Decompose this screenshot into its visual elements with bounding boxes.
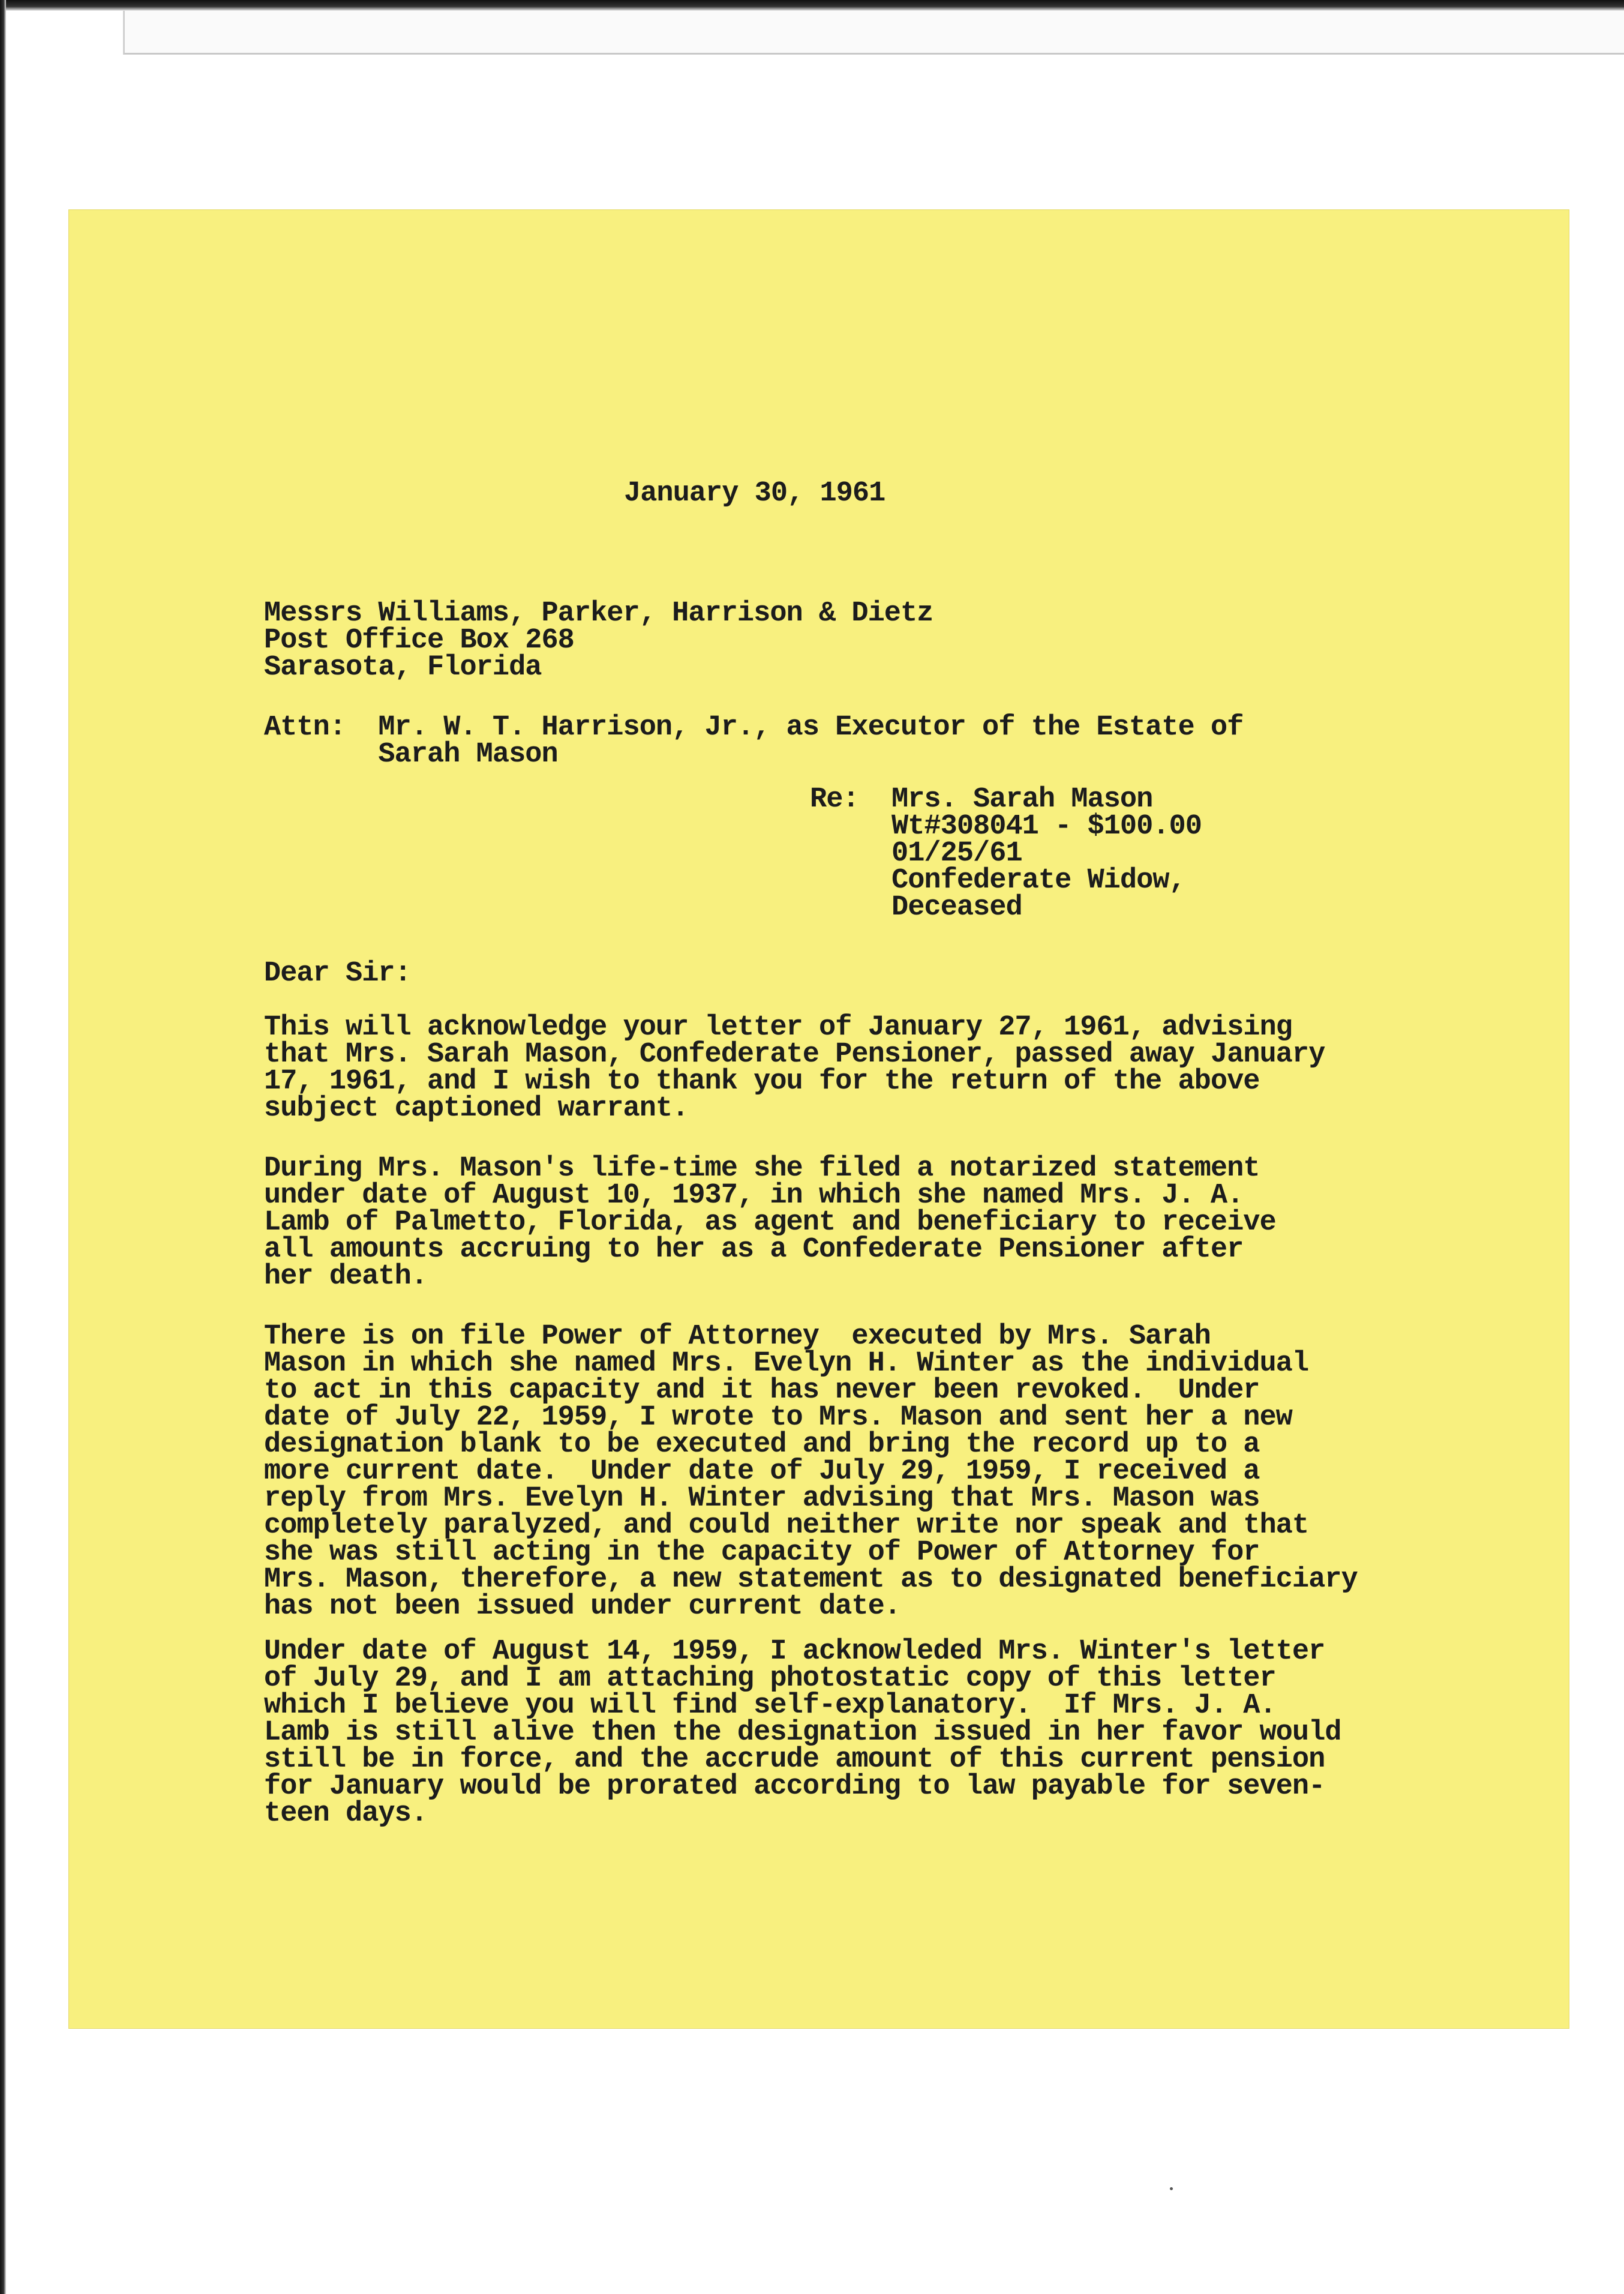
reference-line: Deceased (810, 892, 1022, 923)
paragraph-line: more current date. Under date of July 29, 1959, I received a (264, 1456, 1260, 1488)
salutation: Dear Sir: (264, 958, 411, 989)
paragraph-line: of July 29, and I am attaching photostatic copy of this letter (264, 1663, 1276, 1695)
paragraph-line: During Mrs. Mason's life-time she filed a notarized statement (264, 1153, 1260, 1185)
paragraph-line: Under date of August 14, 1959, I acknowleded Mrs. Winter's letter (264, 1636, 1325, 1668)
body-paragraph-3 (264, 1321, 1358, 1623)
paragraph-line: teen days. (264, 1798, 428, 1830)
paragraph-line: date of July 22, 1959, I wrote to Mrs. Mason and sent her a new (264, 1402, 1292, 1434)
body-paragraph-4 (264, 1636, 1341, 1830)
paragraph-line: which I believe you will find self-explanatory. If Mrs. J. A. (264, 1690, 1276, 1722)
paragraph-line: she was still acting in the capacity of Power of Attorney for (264, 1537, 1260, 1569)
body-paragraph-1 (264, 1014, 1325, 1122)
scan-speck (1170, 2187, 1173, 2190)
addressee-block (264, 600, 933, 681)
reference-line: 01/25/61 (810, 838, 1022, 869)
reference-line: Wt#308041 - $100.00 (810, 811, 1202, 842)
paragraph-line: Lamb is still alive then the designation issued in her favor would (264, 1717, 1341, 1749)
paragraph-line: her death. (264, 1261, 428, 1293)
reference-line: Confederate Widow, (810, 865, 1185, 896)
paragraph-line: for January would be prorated according to law payable for seven- (264, 1771, 1325, 1803)
paragraph-line: still be in force, and the accrude amount of this current pension (264, 1744, 1325, 1776)
addressee-line: Post Office Box 268 (264, 625, 574, 656)
addressee-line: Messrs Williams, Parker, Harrison & Dietz (264, 598, 933, 629)
paragraph-line: designation blank to be executed and bring the record up to a (264, 1429, 1260, 1461)
scan-border-left (0, 0, 6, 2294)
paragraph-line: under date of August 10, 1937, in which she named Mrs. J. A. (264, 1180, 1244, 1212)
reference-block (810, 786, 1202, 921)
paragraph-line: 17, 1961, and I wish to thank you for the return of the above (264, 1066, 1260, 1097)
paragraph-line: There is on file Power of Attorney executed by Mrs. Sarah (264, 1321, 1211, 1353)
paragraph-line: reply from Mrs. Evelyn H. Winter advising that Mrs. Mason was (264, 1483, 1260, 1515)
letter-sheet (69, 210, 1569, 2028)
paragraph-line: completely paralyzed, and could neither write nor speak and that (264, 1510, 1309, 1542)
paragraph-line: This will acknowledge your letter of January 27, 1961, advising (264, 1012, 1292, 1043)
scan-border-top (0, 0, 1624, 11)
paragraph-line: that Mrs. Sarah Mason, Confederate Pensioner, passed away January (264, 1039, 1325, 1070)
paragraph-line: Lamb of Palmetto, Florida, as agent and beneficiary to receive (264, 1207, 1276, 1239)
attention-block (264, 714, 1243, 768)
attention-line: Attn: Mr. W. T. Harrison, Jr., as Executor of the Estate of (264, 712, 1244, 743)
reference-line: Re: Mrs. Sarah Mason (810, 784, 1153, 815)
letter-date: January 30, 1961 (624, 478, 885, 509)
paragraph-line: all amounts accruing to her as a Confederate Pensioner after (264, 1234, 1244, 1266)
attention-line: Sarah Mason (264, 739, 558, 770)
paragraph-line: subject captioned warrant. (264, 1093, 689, 1124)
body-paragraph-2 (264, 1153, 1276, 1293)
paragraph-line: Mason in which she named Mrs. Evelyn H. Winter as the individual (264, 1348, 1309, 1380)
paragraph-line: Mrs. Mason, therefore, a new statement as to designated beneficiary (264, 1564, 1358, 1596)
addressee-line: Sarasota, Florida (264, 652, 542, 683)
paragraph-line: to act in this capacity and it has never been revoked. Under (264, 1375, 1260, 1407)
paragraph-line: has not been issued under current date. (264, 1591, 900, 1623)
underlying-sheet-edge (123, 11, 1624, 55)
